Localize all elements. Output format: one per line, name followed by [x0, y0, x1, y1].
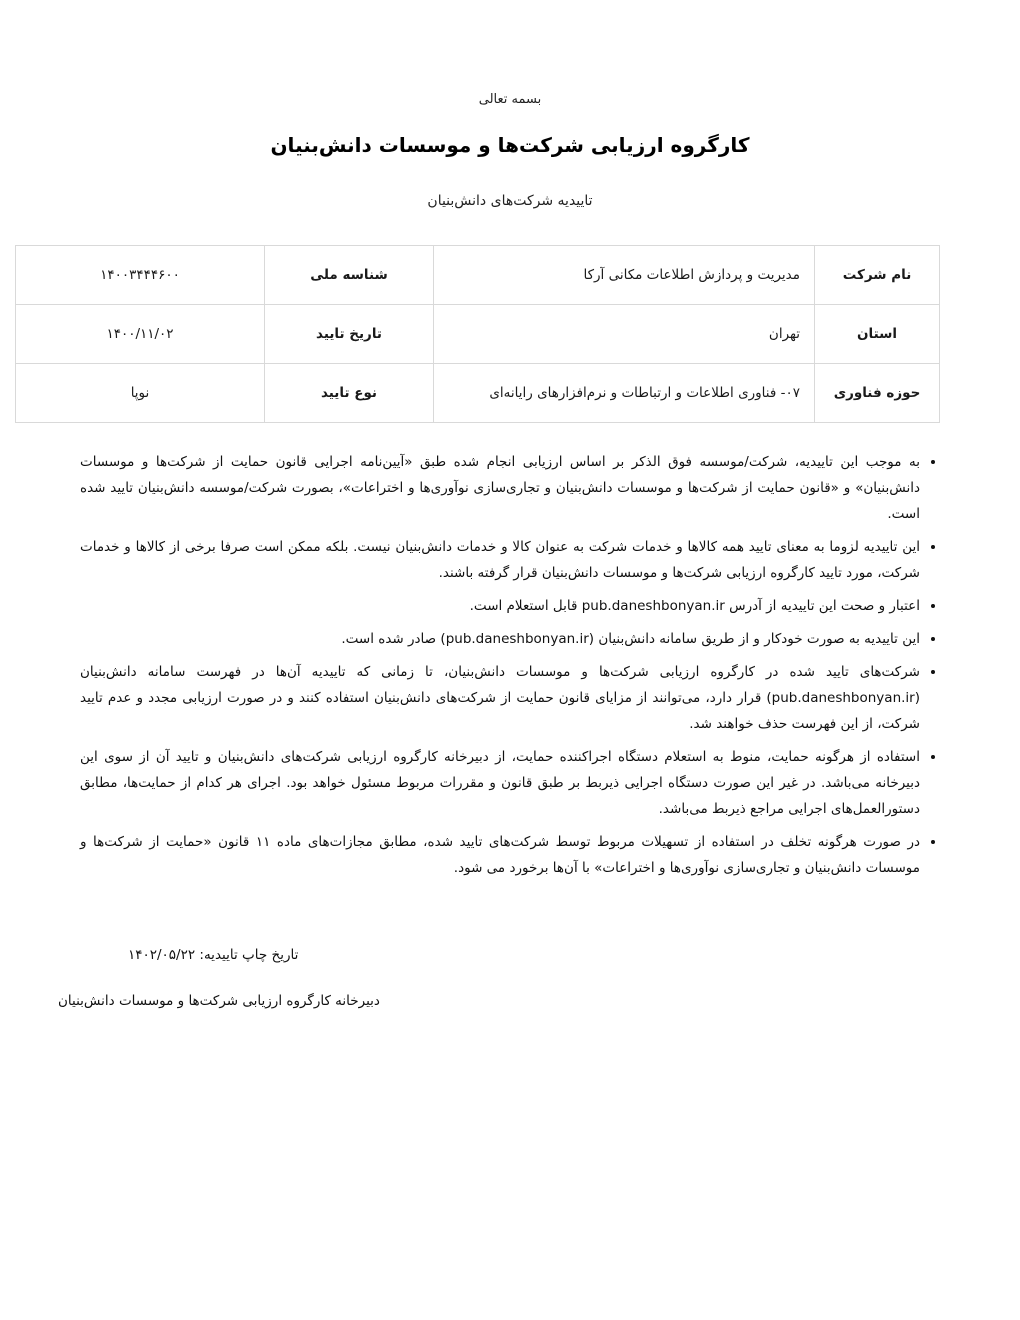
approval-type-label: نوع تایید [265, 364, 434, 423]
national-id-value: ۱۴۰۰۳۴۴۴۶۰۰ [16, 246, 265, 305]
note-item: • این تاییدیه لزوما به معنای تایید همه کالاها و خدمات شرکت به عنوان کالا و خدمات دانش‌بنیان نیست. بلکه ممکن است صرفا برخی از کالاها و خدمات شرکت، مورد تایید کارگروه ارزیابی شرکت‌ها و موسسات دانش‌بنیان قرار گرفته باشند. [80, 534, 920, 586]
table-row-province [16, 305, 940, 364]
tech-field-value: ۰۷- فناوری اطلاعات و ارتباطات و نرم‌افزارهای رایانه‌ای [434, 364, 815, 423]
company-name-value: مدیریت و پردازش اطلاعات مکانی آرکا [434, 246, 815, 305]
document-subtitle: تاییدیه شرکت‌های دانش‌بنیان [427, 193, 593, 209]
note-item: • به موجب این تاییدیه، شرکت/موسسه فوق الذکر بر اساس ارزیابی انجام شده طبق «آیین‌نامه اجرایی قانون حمایت از شرکت‌ها و موسسات دانش‌بنیان» و «قانون حمایت از شرکت‌ها و موسسات دانش‌بنیان و تجاری‌سازی نوآوری‌ها و اختراعات»، بصورت شرکت/موسسه دانش‌بنیان تایید شده است. [80, 449, 920, 527]
note-item: • استفاده از هرگونه حمایت، منوط به استعلام دستگاه اجراکننده حمایت، از دبیرخانه کارگروه ارزیابی شرکت‌های دانش‌بنیان و تایید آن از سوی این دبیرخانه می‌باشد. در غیر این صورت دستگاه اجرایی ذیربط بر طبق قانون و مقررات مربوط مسئول خواهد بود. اجرای هر کدام از حمایت‌ها، مطابق دستورالعمل‌های اجرایی مراجع ذیربط می‌باشد. [80, 744, 920, 822]
province-value: تهران [434, 305, 815, 364]
note-item: • اعتبار و صحت این تاییدیه از آدرس pub.daneshbonyan.ir قابل استعلام است. [80, 593, 920, 619]
company-name-label: نام شرکت [815, 246, 940, 305]
secretariat-signature: دبیرخانه کارگروه ارزیابی شرکت‌ها و موسسات دانش‌بنیان [58, 993, 380, 1009]
note-item: • شرکت‌های تایید شده در کارگروه ارزیابی شرکت‌ها و موسسات دانش‌بنیان، تا زمانی که تاییدیه آن‌ها در فهرست سامانه دانش‌بنیان (pub.daneshbonyan.ir) قرار دارد، می‌توانند از مزایای قانون حمایت از شرکت‌های دانش‌بنیان استفاده کنند و در صورت ارزیابی مجدد و عدم تایید شرکت، از این فهرست حذف خواهند شد. [80, 659, 920, 737]
bismillah-text: بسمه تعالی [478, 92, 542, 107]
table-row-company [16, 246, 940, 305]
approval-date-value: ۱۴۰۰/۱۱/۰۲ [16, 305, 265, 364]
document-title: کارگروه ارزیابی شرکت‌ها و موسسات دانش‌بنیان [270, 133, 750, 157]
legal-notes-list [80, 449, 940, 881]
province-label: استان [815, 305, 940, 364]
approval-date-label: تاریخ تایید [265, 305, 434, 364]
note-item: • در صورت هرگونه تخلف در استفاده از تسهیلات مربوط توسط شرکت‌های تایید شده، مطابق مجازات‌های ماده ۱۱ قانون «حمایت از شرکت‌ها و موسسات دانش‌بنیان و تجاری‌سازی نوآوری‌ها و اختراعات» با آن‌ها برخورد می شود. [80, 829, 920, 881]
tech-field-label: حوزه فناوری [815, 364, 940, 423]
print-date: تاریخ چاپ تاییدیه: ۱۴۰۲/۰۵/۲۲ [128, 947, 299, 963]
note-item: • این تاییدیه به صورت خودکار و از طریق سامانه دانش‌بنیان (pub.daneshbonyan.ir) صادر شده است. [80, 626, 920, 652]
company-info-table [15, 245, 940, 423]
national-id-label: شناسه ملی [265, 246, 434, 305]
approval-type-value: نوپا [16, 364, 265, 423]
table-row-tech-field [16, 364, 940, 423]
